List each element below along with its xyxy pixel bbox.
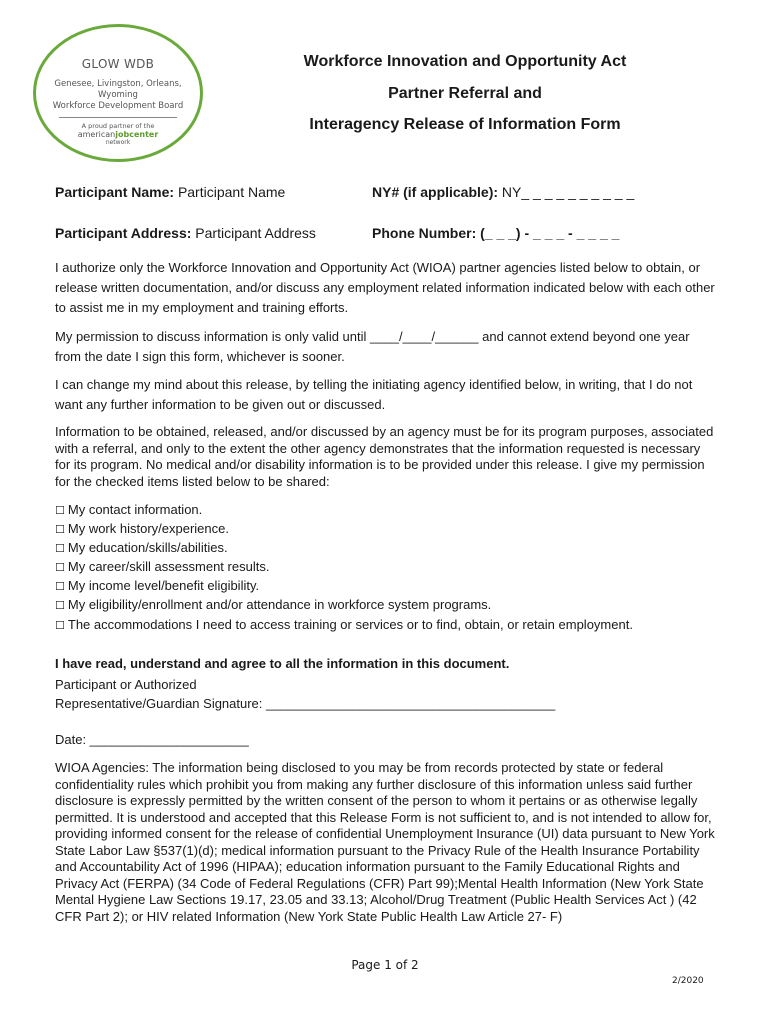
signature-label-line1: Participant or Authorized bbox=[55, 677, 197, 692]
page-number: Page 1 of 2 bbox=[351, 958, 419, 972]
phone-number-label: Phone Number: bbox=[372, 225, 477, 241]
ny-number-field[interactable] bbox=[372, 184, 634, 200]
form-title-line3: Interagency Release of Information Form bbox=[309, 116, 621, 133]
information-scope-paragraph: Information to be obtained, released, and/or discussed by an agency must be for its program purposes, associated with a referral, and only to the extent the other agency demonstrates that the information requested is necessary for its program. No medical and/or disability information is to be provided under this release. I give my permission for the checked items listed below to be shared: bbox=[55, 424, 714, 489]
authorization-paragraph: I authorize only the Workforce Innovation and Opportunity Act (WIOA) partner agencies listed below to obtain, or release written documentation, and/or discuss any employment related information indicated below with each other to assist me in my employment and training efforts. bbox=[55, 260, 715, 315]
form-revision-date: 2/2020 bbox=[672, 976, 704, 986]
phone-number-value[interactable]: (_ _ _) - _ _ _ - _ _ _ _ bbox=[480, 225, 620, 241]
wioa-confidentiality-notice: WIOA Agencies: The information being disclosed to you may be from records protected by state or federal confidentiality rules which prohibit you from making any further disclosure of this information unless said further disclosure is expressly permitted by the written consent of the person to whom it pertains or as otherwise legally permitted. It is understood and accepted that this Release Form is not sufficient to, and is not intended to allow for, providing informed consent for the release of confidential Unemployment Insurance (UI) data pursuant to New York State Labor Law §537(1)(d); medical information pursuant to the Privacy Rule of the Health Insurance Portability and Accountability Act of 1996 (HIPAA); education information pursuant to the Family Educational Rights and Privacy Act (FERPA) (34 Code of Federal Regulations (CFR) Part 99);Mental Health Information (New York State Mental Hygiene Law Sections 19.17, 23.05 and 33.13; Alcohol/Drug Treatment (Public Health Services Act ) (42 CFR Part 2); or HIV related Information (New York State Public Health Law Article 27- F) bbox=[55, 760, 715, 924]
checkbox-icon[interactable]: ☐ bbox=[55, 523, 65, 536]
checkbox-icon[interactable]: ☐ bbox=[55, 504, 65, 517]
checkbox-education-skills[interactable]: ☐ My education/skills/abilities. bbox=[55, 540, 228, 555]
checkbox-work-history[interactable]: ☐ My work history/experience. bbox=[55, 521, 229, 536]
participant-address-label: Participant Address: bbox=[55, 225, 192, 241]
checkbox-assessment-results[interactable]: ☐ My career/skill assessment results. bbox=[55, 559, 270, 574]
date-field[interactable]: Date: ______________________ bbox=[55, 732, 249, 747]
permission-validity-paragraph: My permission to discuss information is only valid until ____/____/______ and cannot extend beyond one year from the date I sign this form, whichever is sooner. bbox=[55, 329, 690, 364]
participant-address-value[interactable]: Participant Address bbox=[195, 225, 316, 241]
agreement-statement: I have read, understand and agree to all the information in this document. bbox=[55, 656, 510, 671]
checkbox-income-eligibility[interactable]: ☐ My income level/benefit eligibility. bbox=[55, 578, 260, 593]
checkbox-icon[interactable]: ☐ bbox=[55, 542, 65, 555]
logo-divider bbox=[59, 117, 177, 118]
checkbox-accommodations[interactable]: ☐ The accommodations I need to access training or services or to find, obtain, or retain employment. bbox=[55, 617, 633, 632]
checkbox-icon[interactable]: ☐ bbox=[55, 599, 65, 612]
logo-ajc: americanjobcenter bbox=[77, 130, 159, 139]
ny-number-label: NY# (if applicable): bbox=[372, 184, 499, 200]
checkbox-icon[interactable]: ☐ bbox=[55, 561, 65, 574]
logo-partner-text: A proud partner of the bbox=[81, 122, 155, 130]
checkbox-contact-information[interactable]: ☐ My contact information. bbox=[55, 502, 203, 517]
signature-field[interactable]: Representative/Guardian Signature: ________________________________________ bbox=[55, 696, 556, 711]
logo-title: GLOW WDB bbox=[81, 57, 155, 71]
participant-name-label: Participant Name: bbox=[55, 184, 175, 200]
form-title-line2: Partner Referral and bbox=[388, 85, 542, 102]
revocation-paragraph: I can change my mind about this release, by telling the initiating agency identified below, in writing, that I do not want any further information to be given out or discussed. bbox=[55, 377, 693, 412]
checkbox-program-enrollment[interactable]: ☐ My eligibility/enrollment and/or attendance in workforce system programs. bbox=[55, 597, 492, 612]
logo-network: network bbox=[105, 139, 131, 146]
checkbox-icon[interactable]: ☐ bbox=[55, 580, 65, 593]
participant-name-value[interactable]: Participant Name bbox=[177, 184, 286, 200]
participant-address-field[interactable] bbox=[55, 225, 316, 241]
participant-name-field[interactable] bbox=[55, 184, 285, 200]
ny-number-value[interactable]: NY_ _ _ _ _ _ _ _ _ _ bbox=[501, 184, 635, 200]
logo-counties: Genesee, Livingston, Orleans, Wyoming Workforce Development Board bbox=[52, 79, 184, 111]
checkbox-icon[interactable]: ☐ bbox=[55, 619, 65, 632]
phone-number-field[interactable] bbox=[372, 225, 619, 241]
glow-wdb-logo bbox=[33, 24, 203, 162]
valid-until-date-field[interactable]: ____/____/______ bbox=[370, 329, 479, 344]
form-title-line1: Workforce Innovation and Opportunity Act bbox=[303, 53, 627, 70]
